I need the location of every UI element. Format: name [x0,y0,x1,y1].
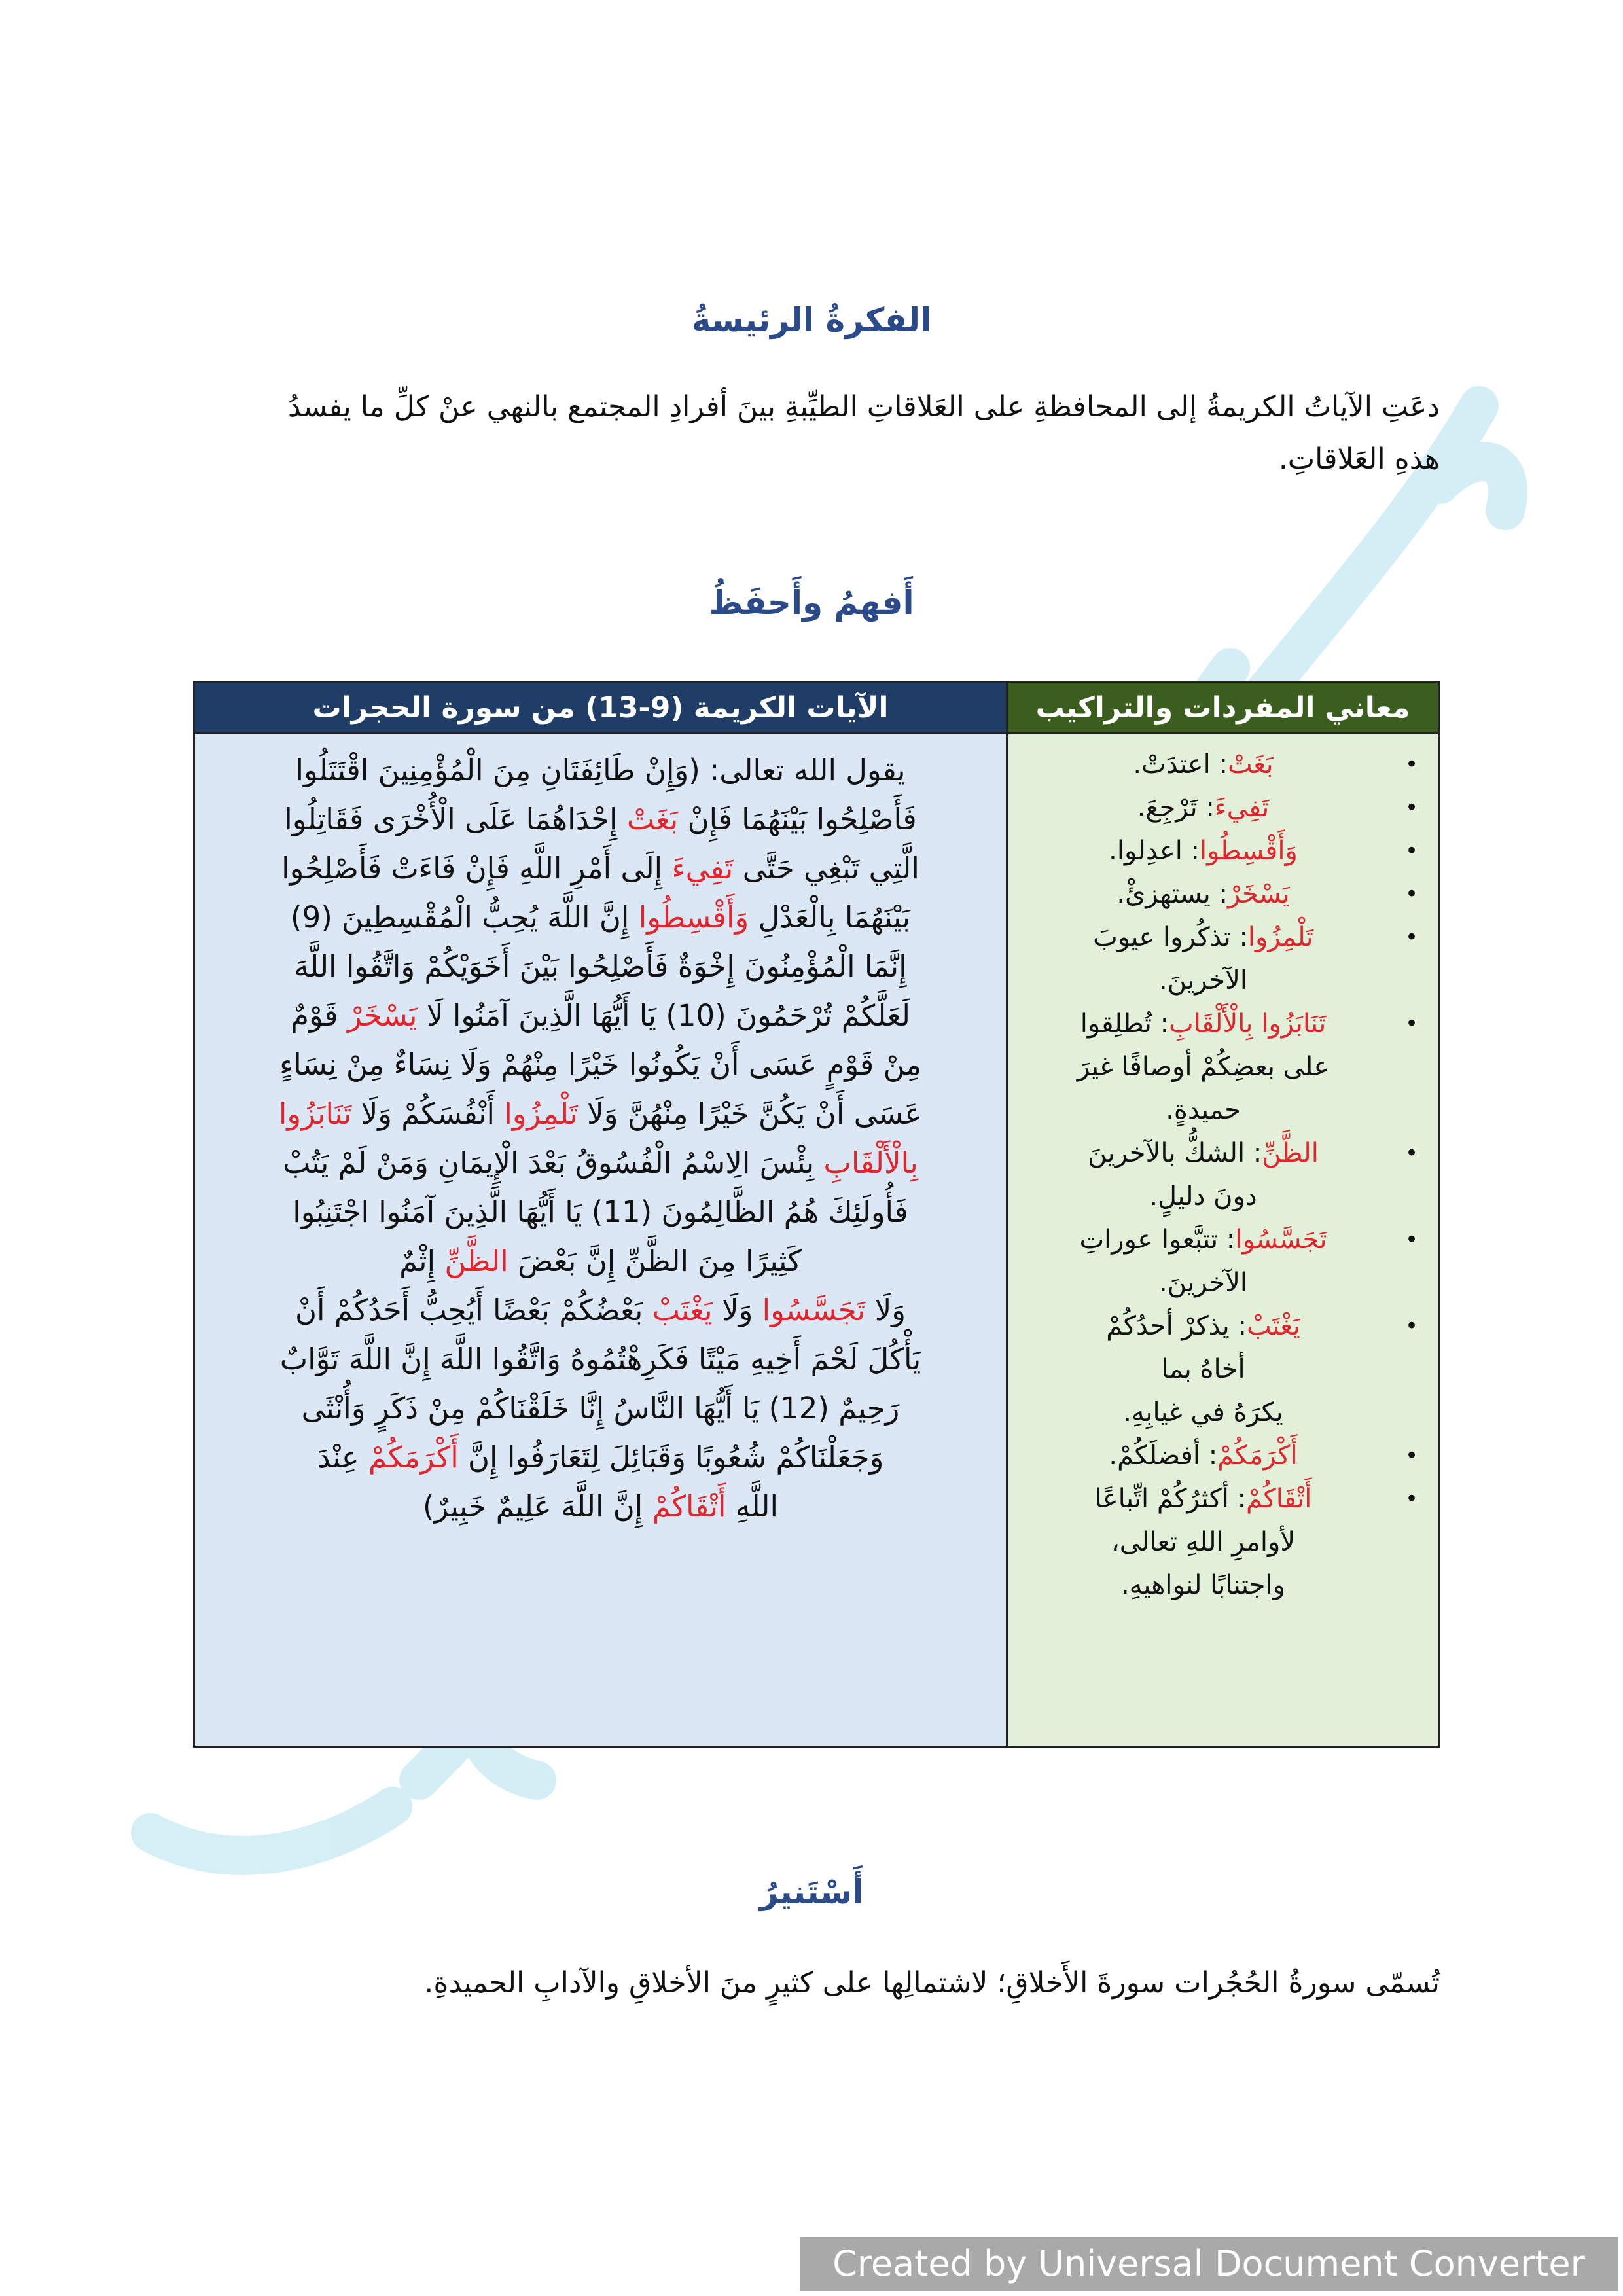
vocab-header: معاني المفردات والتراكيب [1008,683,1438,734]
vocab-term: الظَّنِّ [1262,1138,1319,1168]
main-idea-text [183,381,1440,486]
verse-keyword: تَلْمِزُوا [504,1096,578,1131]
verses-column [195,683,1006,1746]
verse-line [224,893,977,942]
bullet-icon: • [1404,1486,1418,1512]
verse-segment: يقول الله تعالى: (وَإِنْ طَائِفَتَانِ مِنَ الْمُؤْمِنِينَ اقْتَتَلُوا [295,753,906,787]
verse-segment: فَأَصْلِحُوا بَيْنَهُمَا فَإِنْ [678,802,917,836]
verses-table [193,681,1440,1748]
vocab-term: أَتْقَاكُمْ [1246,1484,1312,1514]
vocab-meaning: : اعدِلوا. [1109,836,1200,866]
vocab-item [1021,786,1418,829]
vocab-list [1008,734,1438,1607]
bullet-icon: • [1404,924,1418,950]
vocab-item [1021,829,1418,872]
vocab-term: تَلْمِزُوا [1247,922,1313,952]
vocab-meaning: يكرَهُ في غيابِهِ. [1123,1397,1283,1427]
verses-text [195,734,1006,1531]
verse-segment: لَعَلَّكُمْ تُرْحَمُونَ (10) يَا أَيُّهَا الَّذِينَ آمَنُوا لَا [417,998,910,1033]
vocab-meaning: على بعضِكُمْ أوصافًا غيرَ [1077,1052,1330,1082]
verse-keyword: أَكْرَمَكُمْ [368,1440,459,1475]
verse-segment: بَيْنَهُمَا بِالْعَدْلِ [749,900,910,935]
verse-keyword: تَفِيءَ [671,851,734,886]
verse-line [224,942,977,991]
verse-segment: وَجَعَلْنَاكُمْ شُعُوبًا وَقَبَائِلَ لِتَعَارَفُوا إِنَّ [458,1440,884,1475]
verse-line [224,1285,977,1335]
verse-keyword: بَغَتْ [626,802,679,836]
bullet-icon: • [1404,1227,1418,1253]
vocab-item [1021,1477,1418,1607]
verse-segment: الَّتِي تَبْغِي حَتَّى [733,851,919,886]
verse-segment: بِئْسَ الِاسْمُ الْفُسُوقُ بَعْدَ الْإِيمَانِ وَمَنْ لَمْ يَتُبْ [283,1145,824,1180]
verse-segment: إِلَى أَمْرِ اللَّهِ فَإِنْ فَاءَتْ فَأَصْلِحُوا [281,851,672,886]
vocab-meaning: : الشكُّ بالآخرينَ [1088,1138,1262,1168]
vocab-item [1021,1002,1418,1132]
verse-segment: عِنْدَ [317,1440,369,1475]
verse-segment: فَأُولَئِكَ هُمُ الظَّالِمُونَ (11) يَا أَيُّهَا الَّذِينَ آمَنُوا اجْتَنِبُوا [293,1194,908,1229]
vocab-meaning: دونَ دليلٍ. [1149,1181,1257,1211]
vocab-term: تَفِيءَ [1214,793,1270,823]
vocab-meaning: : أفضلَكُمْ. [1109,1441,1218,1471]
verse-line [224,1089,977,1138]
verse-line [224,1040,977,1089]
verse-segment: إِنَّ اللَّهَ عَلِيمٌ خَبِيرٌ) [422,1489,652,1524]
vocab-meaning: الآخرينَ. [1158,1268,1248,1298]
verse-keyword: بِالْأَلْقَابِ [823,1145,918,1180]
bullet-icon: • [1404,1011,1418,1037]
verse-keyword: وَأَقْسِطُوا [638,900,749,935]
verse-segment: إِثْمٌ [399,1244,445,1278]
main-idea-heading: الفكرةُ الرئيسةُ [691,301,932,339]
vocab-item [1021,1304,1418,1434]
verse-segment: رَحِيمٌ (12) يَا أَيُّهَا النَّاسُ إِنَّا خَلَقْنَاكُمْ مِنْ ذَكَرٍ وَأُنْثَى [301,1391,900,1426]
verses-header: الآيات الكريمة (9-13) من سورة الحجرات [195,683,1006,734]
bullet-icon: • [1404,1443,1418,1469]
vocab-meaning: : أكثرُكُمْ اتِّباعًا [1094,1484,1247,1514]
enlighten-heading: أَسْتَنيرُ [759,1873,864,1911]
vocab-meaning: : تَرْجِعَ. [1137,793,1215,823]
verse-segment: أَنْفُسَكُمْ وَلَا [351,1096,505,1131]
vocab-meaning: : يستهزئْ. [1116,879,1228,909]
verse-segment: إِحْدَاهُمَا عَلَى الْأُخْرَى فَقَاتِلُوا [284,802,627,836]
vocab-meaning: أخاهُ بما [1161,1354,1245,1384]
verse-segment: إِنَّ اللَّهَ يُحِبُّ الْمُقْسِطِينَ (9) [290,900,639,935]
verse-keyword: أَتْقَاكُمْ [652,1489,726,1524]
verse-segment: وَلَا [712,1293,762,1327]
verse-segment: بَعْضُكُمْ بَعْضًا أَيُحِبُّ أَحَدُكُمْ أَنْ [294,1293,652,1327]
vocab-item [1021,916,1418,1002]
verse-line [224,795,977,844]
bullet-icon: • [1404,751,1418,778]
vocab-meaning: : تُطلِقوا [1080,1009,1169,1039]
bullet-icon: • [1404,795,1418,821]
vocab-term: تَجَسَّسُوا [1235,1225,1327,1255]
vocab-term: وَأَقْسِطُوا [1200,836,1298,866]
vocab-meaning: واجتنابًا لنواهيهِ. [1121,1570,1285,1600]
vocab-term: تَنَابَزُوا بِالْأَلْقَابِ [1169,1009,1327,1039]
bullet-icon: • [1404,838,1418,864]
vocab-meaning: : تتبَّعوا عوراتِ [1079,1225,1236,1255]
vocab-meaning: : اعتدَتْ. [1133,749,1228,780]
verse-keyword: الظَّنِّ [444,1244,508,1278]
verse-segment: عَسَى أَنْ يَكُنَّ خَيْرًا مِنْهُنَّ وَلَا [577,1096,923,1131]
vocab-meaning: لأوامرِ اللهِ تعالى، [1111,1527,1296,1557]
verse-segment: كَثِيرًا مِنَ الظَّنِّ إِنَّ بَعْضَ [508,1244,802,1278]
verse-line [224,1335,977,1384]
verse-keyword: يَغْتَبْ [652,1293,713,1327]
verse-line [224,844,977,893]
main-idea-line-1: دعَتِ الآياتُ الكريمةُ إلى المحافظةِ على العَلاقاتِ الطيِّبةِ بينَ أفرادِ المجتمع بالنهي عنْ كلِّ ما يفسدُ [287,390,1440,423]
verse-line [224,1433,977,1482]
verse-segment: يَأْكُلَ لَحْمَ أَخِيهِ مَيْتًا فَكَرِهْتُمُوهُ وَاتَّقُوا اللَّهَ إِنَّ اللَّهَ تَوَّابٌ [279,1342,921,1376]
verse-keyword: تَنَابَزُوا [278,1096,352,1131]
vocab-item [1021,743,1418,786]
vocab-item [1021,1434,1418,1477]
verse-keyword: تَجَسَّسُوا [762,1293,866,1327]
converter-footer: Created by Universal Document Converter [800,2237,1618,2291]
vocab-item [1021,872,1418,916]
bullet-icon: • [1404,1140,1418,1166]
verse-line [224,1236,977,1285]
bullet-icon: • [1404,1313,1418,1339]
verse-line [224,745,977,795]
vocab-item [1021,1218,1418,1304]
vocab-term: بَغَتْ [1227,749,1274,780]
understand-heading: أَفهمُ وأَحفَظُ [709,584,914,622]
enlighten-text: تُسمّى سورةُ الحُجُرات سورةَ الأَخلاقِ؛ لاشتمالِها على كثيرٍ منَ الأخلاقِ والآدابِ الحميدةِ. [424,1966,1440,2000]
vocab-item [1021,1132,1418,1218]
verse-segment: إِنَّمَا الْمُؤْمِنُونَ إِخْوَةٌ فَأَصْلِحُوا بَيْنَ أَخَوَيْكُمْ وَاتَّقُوا اللَّهَ [294,949,907,984]
verse-line [224,1138,977,1187]
main-idea-line-2: هذهِ العَلاقاتِ. [1278,442,1440,476]
verse-segment: مِنْ قَوْمٍ عَسَى أَنْ يَكُونُوا خَيْرًا مِنْهُمْ وَلَا نِسَاءٌ مِنْ نِسَاءٍ [279,1047,921,1082]
vocab-meaning: : تذكُروا عيوبَ [1093,922,1248,952]
verse-line [224,991,977,1040]
verse-segment: وَلَا [865,1293,906,1327]
verse-segment: قَوْمٌ [291,998,348,1033]
vocab-term: يَغْتَبْ [1246,1311,1300,1341]
verse-keyword: يَسْخَرْ [348,998,418,1033]
verse-line [224,1482,977,1531]
bullet-icon: • [1404,881,1418,907]
verse-line [224,1384,977,1433]
vocab-meaning: الآخرينَ. [1158,965,1248,996]
vocab-term: يَسْخَرْ [1227,879,1290,909]
vocab-term: أَكْرَمَكُمْ [1217,1441,1298,1471]
vocab-meaning: : يذكرْ أحدُكُمْ [1106,1311,1247,1341]
verse-segment: اللَّهِ [726,1489,779,1524]
vocab-meaning: حميدةٍ. [1166,1095,1241,1125]
verse-line [224,1187,977,1236]
vocab-column [1006,683,1438,1746]
